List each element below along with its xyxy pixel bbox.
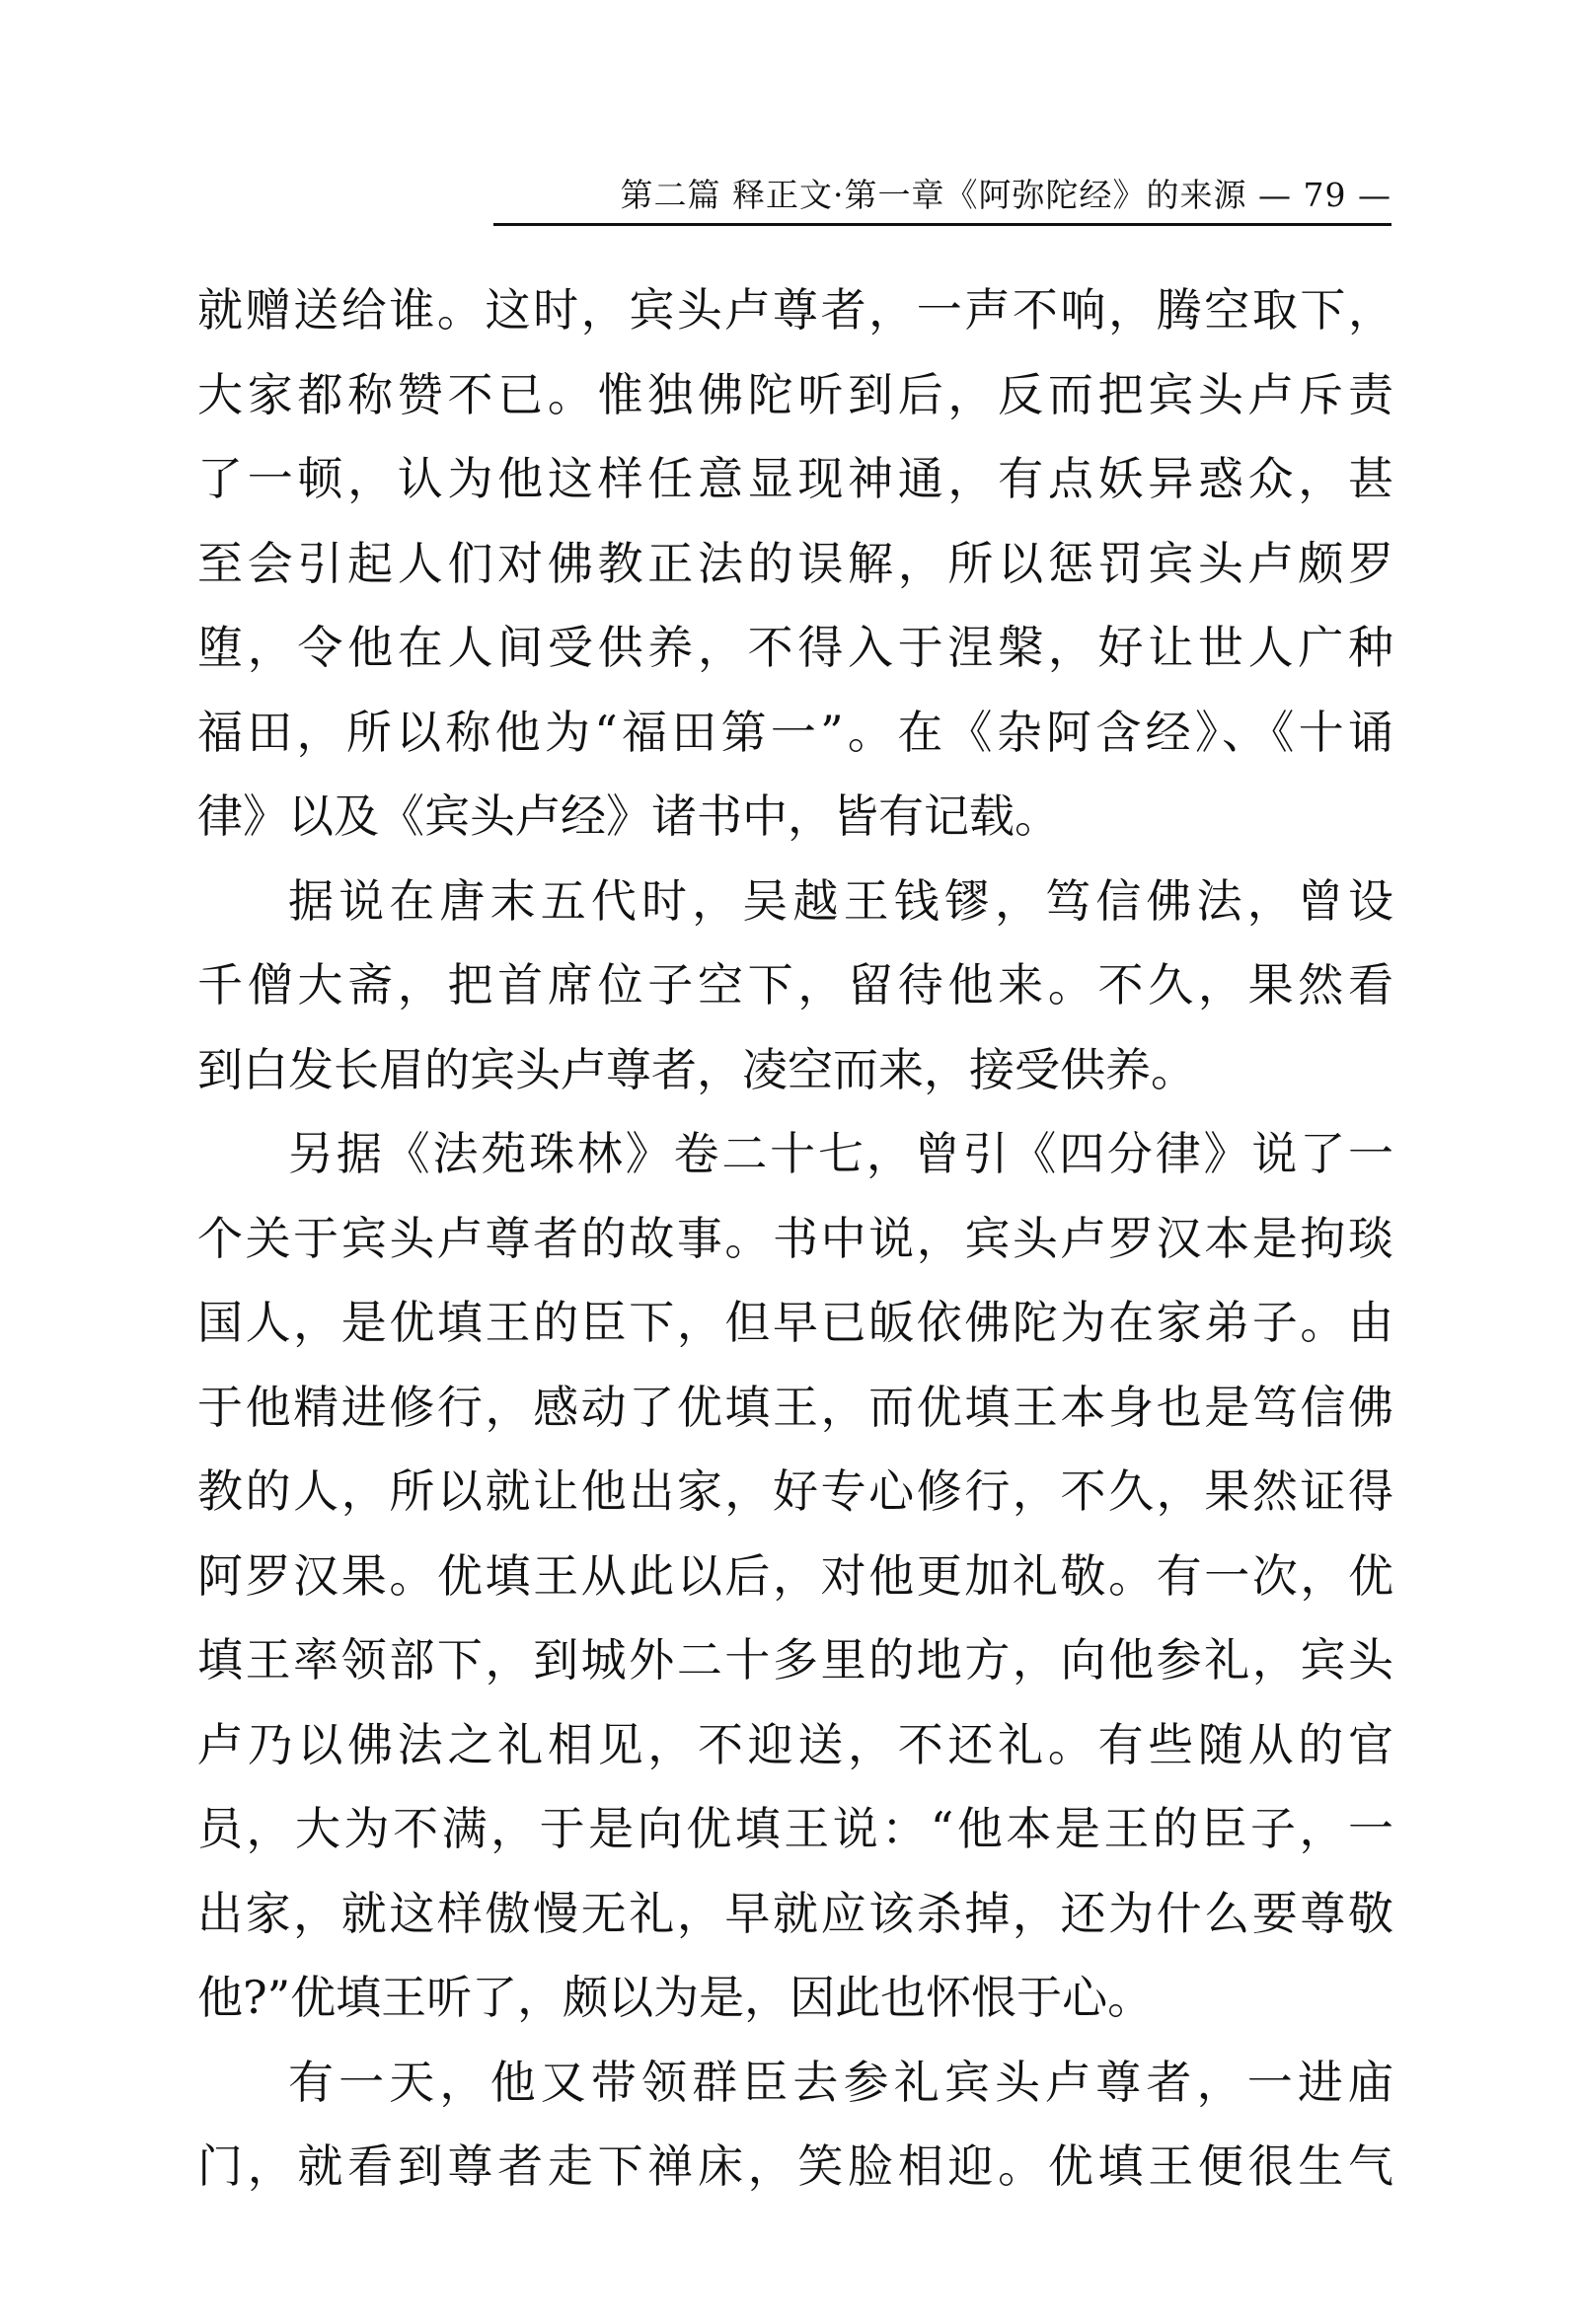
paragraph: [197, 268, 1393, 860]
text-line: 了一顿，认为他这样任意显现神通，有点妖异惑众，甚: [197, 452, 1393, 505]
text-line: 据说在唐末五代时，吴越王钱镠，笃信佛法，曾设: [288, 873, 1393, 928]
header-rule: [493, 223, 1391, 226]
running-header: 第二篇 释正文·第一章《阿弥陀经》的来源 — 79 —: [620, 176, 1391, 214]
text-line: 教的人，所以就让他出家，好专心修行，不久，果然证得: [197, 1464, 1393, 1518]
text-line: 个关于宾头卢尊者的故事。书中说，宾头卢罗汉本是拘琰: [197, 1211, 1393, 1265]
paragraph: [197, 2041, 1393, 2210]
text-line: 他?”优填王听了，颇以为是，因此也怀恨于心。: [197, 1971, 1154, 2024]
text-line: 于他精进修行，感动了优填王，而优填王本身也是笃信佛: [197, 1380, 1393, 1434]
text-line: 到白发长眉的宾头卢尊者，凌空而来，接受供养。: [197, 1042, 1196, 1096]
text-line: 另据《法苑珠林》卷二十七，曾引《四分律》说了一: [288, 1127, 1393, 1180]
text-line: 福田，所以称他为“福田第一”。在《杂阿含经》、《十诵: [197, 705, 1393, 759]
text-line: 填王率领部下，到城外二十多里的地方，向他参礼，宾头: [197, 1633, 1393, 1687]
text-line: 卢乃以佛法之礼相见，不迎送，不还礼。有些随从的官: [197, 1717, 1393, 1771]
text-line: 有一天，他又带领群臣去参礼宾头卢尊者，一进庙: [288, 2055, 1393, 2109]
text-line: 阿罗汉果。优填王从此以后，对他更加礼敬。有一次，优: [197, 1548, 1393, 1603]
text-line: 出家，就这样傲慢无礼，早就应该杀掉，还为什么要尊敬: [197, 1886, 1393, 1940]
text-line: 堕，令他在人间受供养，不得入于涅槃，好让世人广种: [197, 621, 1393, 674]
text-line: 律》以及《宾头卢经》诸书中，皆有记载。: [197, 789, 1060, 843]
text-line: 国人，是优填王的臣下，但早已皈依佛陀为在家弟子。由: [197, 1296, 1393, 1349]
text-line: 门，就看到尊者走下禅床，笑脸相迎。优填王便很生气: [197, 2139, 1393, 2193]
text-line: 员，大为不满，于是向优填王说：“他本是王的臣子，一: [197, 1802, 1393, 1855]
paragraph: [197, 860, 1393, 1113]
text-line: 至会引起人们对佛教正法的误解，所以惩罚宾头卢颇罗: [197, 536, 1393, 590]
text-line: 千僧大斋，把首席位子空下，留待他来。不久，果然看: [197, 958, 1393, 1012]
text-line: 就赠送给谁。这时，宾头卢尊者，一声不响，腾空取下，: [197, 283, 1393, 337]
paragraph: [197, 1112, 1393, 2041]
body-text: [197, 268, 1393, 2291]
text-line: 大家都称赞不已。惟独佛陀听到后，反而把宾头卢斥责: [197, 367, 1393, 421]
